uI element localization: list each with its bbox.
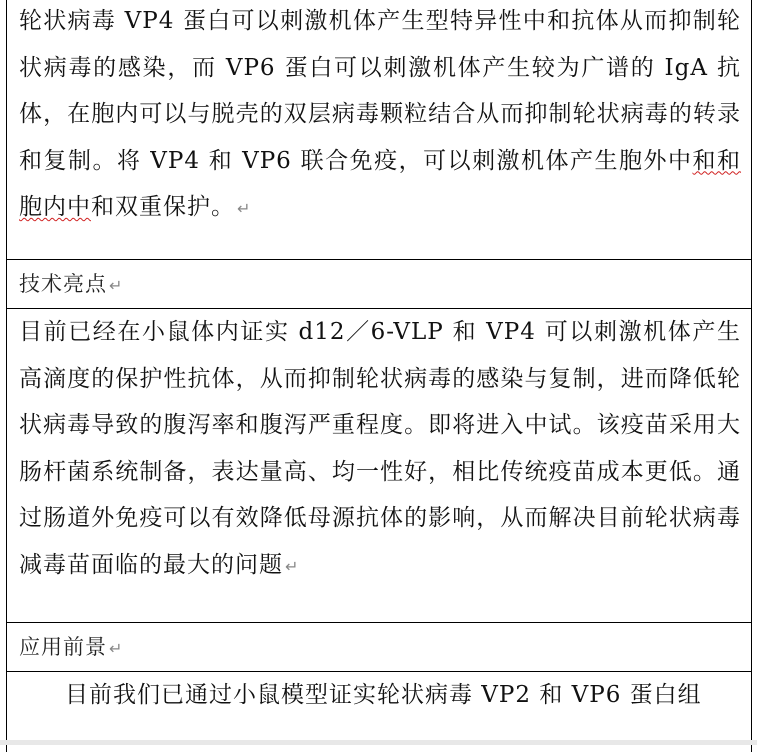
heading-application-prospects[interactable] [19, 623, 741, 673]
paragraph-mark-icon: ↵ [109, 639, 124, 658]
paragraph-mark-icon: ↵ [285, 556, 300, 576]
paragraph-mark-icon: ↵ [237, 199, 252, 218]
table-cell-heading-highlights [7, 260, 751, 309]
prospects-text: 目前我们已通过小鼠模型证实轮状病毒 VP2 和 VP6 蛋白组 [65, 682, 702, 708]
prospects-paragraph[interactable] [19, 672, 741, 719]
horizontal-scrollbar[interactable] [0, 740, 757, 745]
spell-check-underline[interactable]: 和和胞内中 [19, 147, 742, 220]
table-cell-highlights [7, 309, 751, 623]
intro-text: 轮状病毒 VP4 蛋白可以刺激机体产生型特异性中和抗体从而抑制轮状病毒的感染，而 VP6 蛋白可以刺激机体产生较为广谱的 IgA 抗体，在胞内可以与脱壳的双层病毒颗粒结合从而抑制轮状病毒的转录和复制。将 VP4 和 VP6 联合免疫，可以刺激机体产生胞外中 [19, 8, 741, 174]
intro-paragraph[interactable] [19, 0, 741, 233]
intro-text-end: 和双重保护。 [91, 194, 235, 220]
table-cell-heading-prospects [7, 623, 751, 672]
document-table [6, 0, 752, 752]
highlights-paragraph[interactable] [19, 309, 741, 590]
heading-tech-highlights[interactable] [19, 260, 741, 310]
heading-text: 应用前景 [19, 635, 107, 659]
paragraph-mark-icon: ↵ [109, 276, 124, 295]
highlights-text: 目前已经在小鼠体内证实 d12／6-VLP 和 VP4 可以刺激机体产生高滴度的保护性抗体，从而抑制轮状病毒的感染与复制，进而降低轮状病毒导致的腹泻率和腹泻严重程度。即将进入中试。该疫苗采用大肠杆菌系统制备，表达量高、均一性好，相比传统疫苗成本更低。通过肠道外免疫可以有效降低母源抗体的影响，从而解决目前轮状病毒减毒苗面临的最大的问题 [19, 319, 741, 578]
heading-text: 技术亮点 [19, 272, 107, 296]
table-cell-intro [7, 0, 751, 260]
